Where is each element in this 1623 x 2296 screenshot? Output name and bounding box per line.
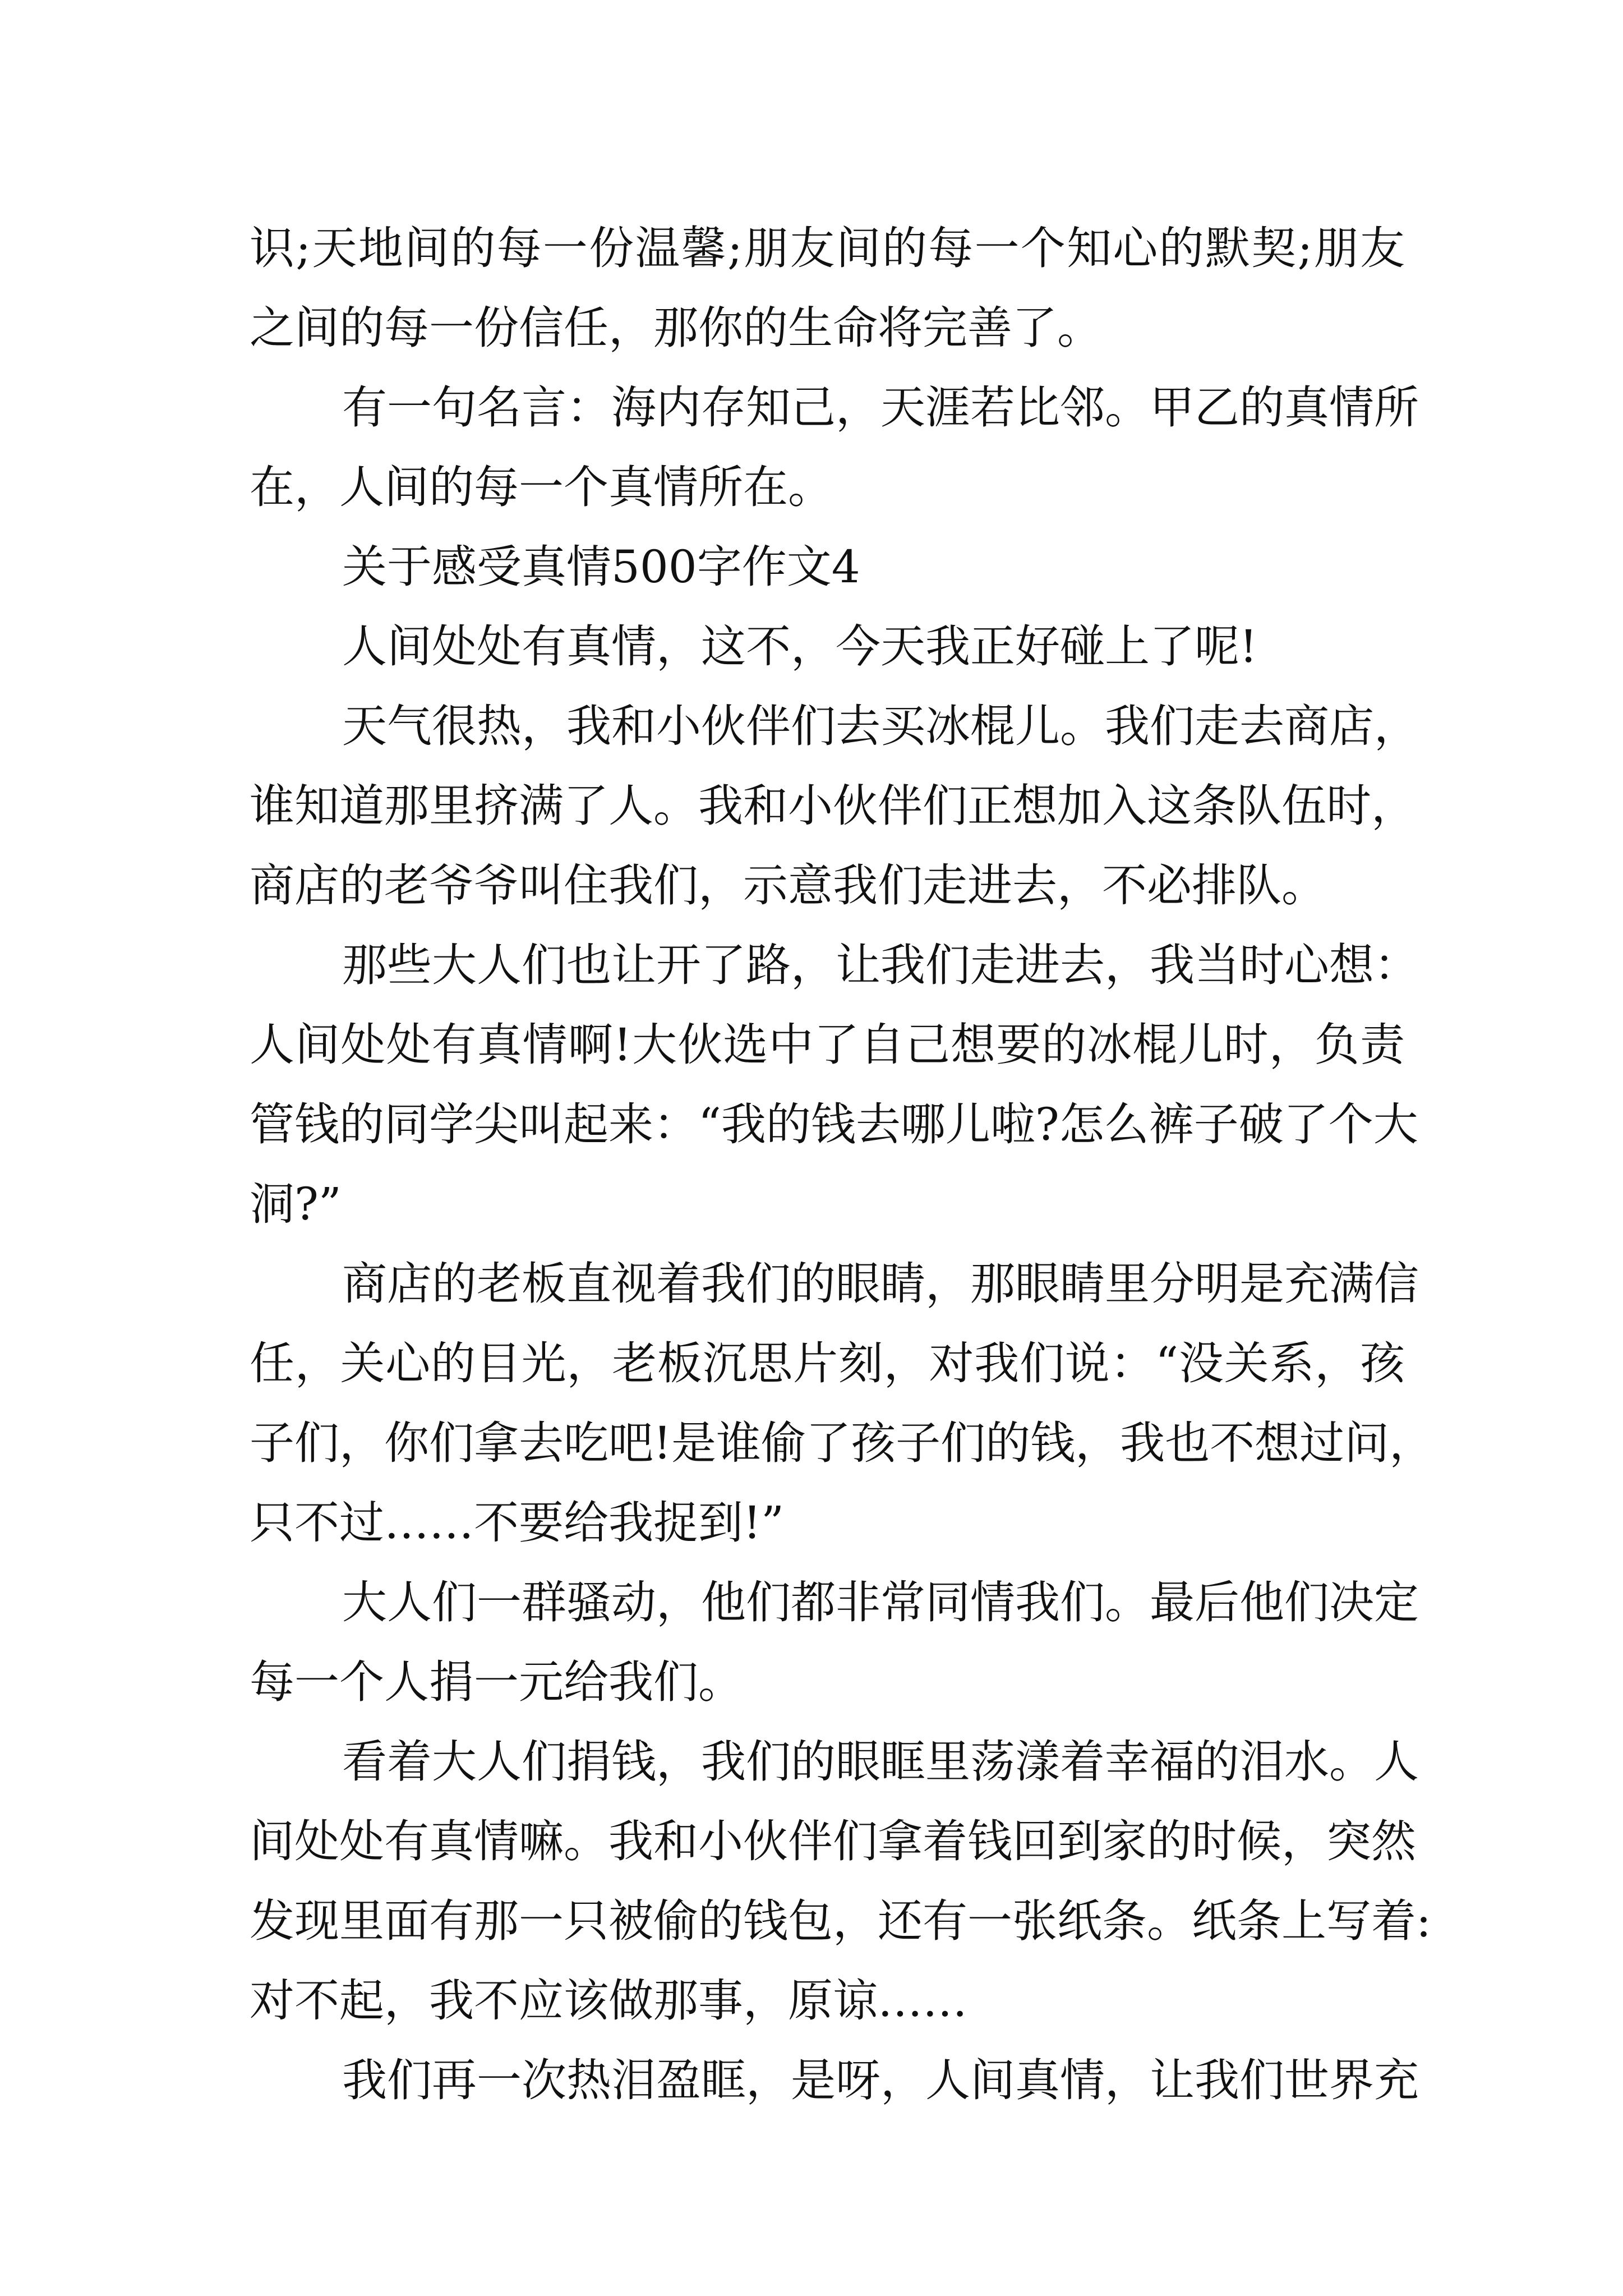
section-heading: 关于感受真情500字作文4 <box>342 541 860 593</box>
paragraph-start-line: 人间处处有真情，这不，今天我正好碰上了呢! <box>342 620 1258 673</box>
paragraph-start-line: 有一句名言：海内存知己，天涯若比邻。甲乙的真情所 <box>342 381 1419 434</box>
paragraph-start-line: 大人们一群骚动，他们都非常同情我们。最后他们决定 <box>342 1576 1419 1628</box>
text-line: 人间处处有真情啊!大伙选中了自己想要的冰棍儿时，负责 <box>250 1019 1405 1071</box>
text-line: 之间的每一份信任，那你的生命将完善了。 <box>250 302 1102 354</box>
text-line: 谁知道那里挤满了人。我和小伙伴们正想加入这条队伍时， <box>250 780 1416 832</box>
text-line: 对不起，我不应该做那事，原谅…… <box>250 1975 967 2027</box>
paragraph-start-line: 天气很热，我和小伙伴们去买冰棍儿。我们走去商店， <box>342 700 1419 752</box>
text-line: 每一个人捐一元给我们。 <box>250 1656 743 1708</box>
text-line: 在，人间的每一个真情所在。 <box>250 461 833 513</box>
text-line: 管钱的同学尖叫起来：“我的钱去哪儿啦?怎么裤子破了个大 <box>250 1098 1418 1151</box>
paragraph-start-line: 商店的老板直视着我们的眼睛，那眼睛里分明是充满信 <box>342 1258 1419 1310</box>
body-text <box>250 209 1435 2120</box>
text-line: 任，关心的目光，老板沉思片刻，对我们说：“没关系，孩 <box>250 1337 1405 1389</box>
paragraph-start-line: 我们再一次热泪盈眶，是呀，人间真情，让我们世界充 <box>342 2054 1419 2106</box>
text-line: 识;天地间的每一份温馨;朋友间的每一个知心的默契;朋友 <box>250 222 1405 274</box>
text-line: 发现里面有那一只被偷的钱包，还有一张纸条。纸条上写着: <box>250 1895 1431 1947</box>
text-line: 只不过……不要给我捉到!” <box>250 1497 785 1549</box>
text-line: 间处处有真情嘛。我和小伙伴们拿着钱回到家的时候，突然 <box>250 1815 1416 1867</box>
paragraph-start-line: 看着大人们捐钱，我们的眼眶里荡漾着幸福的泪水。人 <box>342 1736 1419 1788</box>
text-line: 子们，你们拿去吃吧!是谁偷了孩子们的钱，我也不想过问， <box>250 1417 1435 1469</box>
text-line: 洞?” <box>250 1178 342 1230</box>
text-line: 商店的老爷爷叫住我们，示意我们走进去，不必排队。 <box>250 859 1326 912</box>
paragraph-start-line: 那些大人们也让开了路，让我们走进去，我当时心想： <box>342 939 1419 991</box>
